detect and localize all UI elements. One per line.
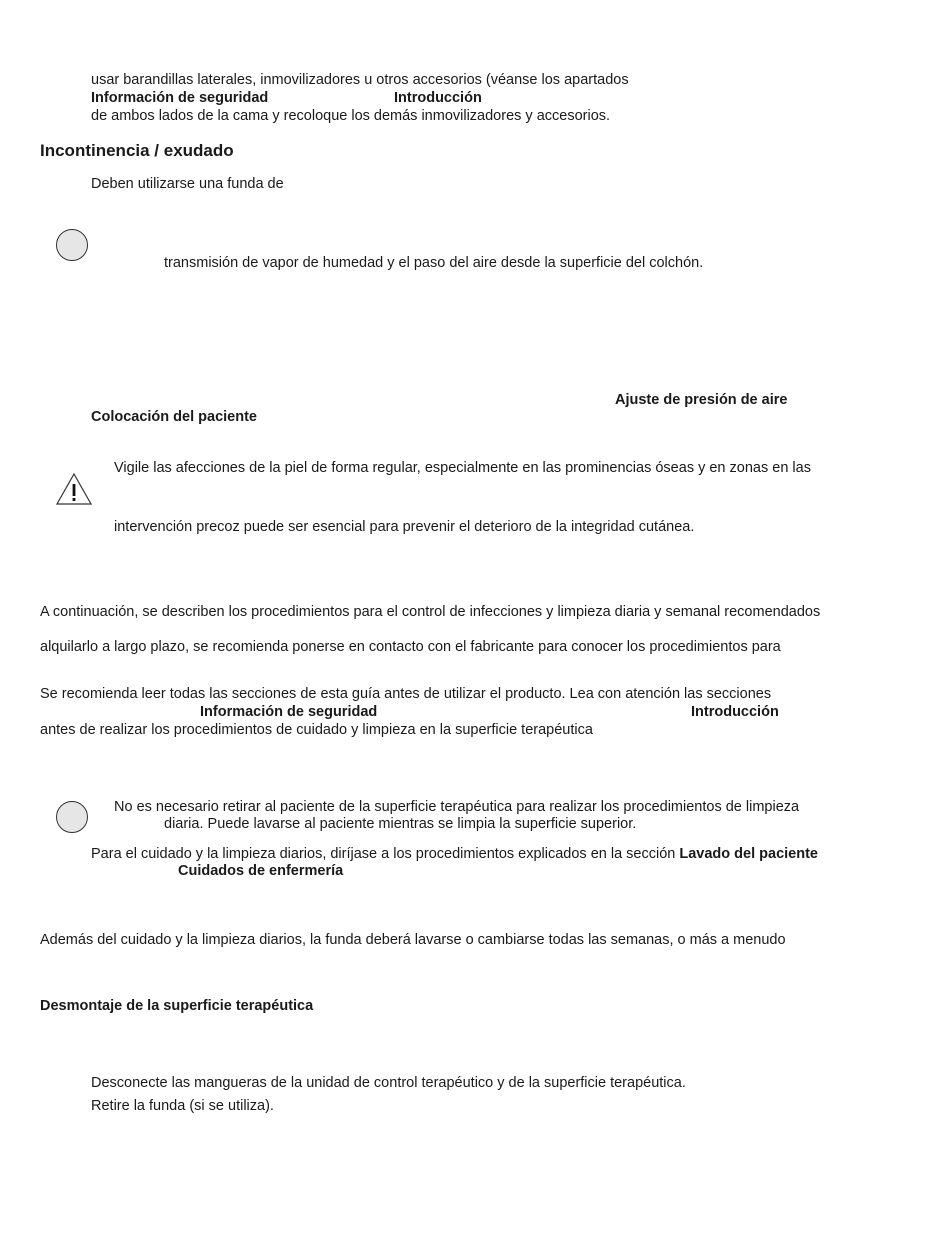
note-icon <box>56 229 88 261</box>
procedures-line-5: antes de realizar los procedimientos de cuidado y limpieza en la superficie terapéutica <box>40 722 593 738</box>
ref-nursing-care: Cuidados de enfermería <box>178 863 344 879</box>
procedures-line-1: A continuación, se describen los procedimientos para el control de infecciones y limpieza diaria y semanal recomendados <box>40 604 821 620</box>
warning-icon <box>55 472 93 506</box>
procedures-line-3: Se recomienda leer todas las secciones de esta guía antes de utilizar el producto. Lea con atención las secciones <box>40 686 772 702</box>
daily-note-line-2: diaria. Puede lavarse al paciente mientras se limpia la superficie superior. <box>164 816 637 832</box>
ref-introduction: Introducción <box>394 90 482 106</box>
procedures-line-2: alquilarlo a largo plazo, se recomienda ponerse en contacto con el fabricante para conocer los procedimientos para <box>40 639 781 655</box>
incontinence-heading: Incontinencia / exudado <box>40 141 234 160</box>
removal-step-2: Retire la funda (si se utiliza). <box>91 1098 274 1114</box>
weekly-line-1: Además del cuidado y la limpieza diarios, la funda deberá lavarse o cambiarse todas las semanas, o más a menudo <box>40 932 786 948</box>
ref-introduction-2: Introducción <box>691 704 779 720</box>
ref-safety-info: Información de seguridad <box>91 90 269 106</box>
removal-heading: Desmontaje de la superficie terapéutica <box>40 998 314 1014</box>
ref-patient-wash: Lavado del paciente <box>679 846 818 862</box>
warning-line-1: Vigile las afecciones de la piel de forma regular, especialmente en las prominencias óseas y en zonas en las <box>114 460 811 476</box>
ref-patient-position: Colocación del paciente <box>91 409 257 425</box>
incontinence-line-1: Deben utilizarse una funda de <box>91 176 284 192</box>
daily-care-line <box>91 845 818 863</box>
daily-note-line-1: No es necesario retirar al paciente de la superficie terapéutica para realizar los procedimientos de limpieza <box>114 799 800 815</box>
ref-safety-info-2: Información de seguridad <box>200 704 378 720</box>
warning-line-2: intervención precoz puede ser esencial para prevenir el deterioro de la integridad cutánea. <box>114 519 695 535</box>
intro-line-1: usar barandillas laterales, inmovilizadores u otros accesorios (véanse los apartados <box>91 72 629 88</box>
removal-step-1: Desconecte las mangueras de la unidad de control terapéutico y de la superficie terapéutica. <box>91 1075 686 1091</box>
daily-care-text: Para el cuidado y la limpieza diarios, diríjase a los procedimientos explicados en la sección <box>91 846 676 862</box>
note-text: transmisión de vapor de humedad y el paso del aire desde la superficie del colchón. <box>164 255 704 271</box>
intro-line-3: de ambos lados de la cama y recoloque los demás inmovilizadores y accesorios. <box>91 108 611 124</box>
note-icon-2 <box>56 801 88 833</box>
ref-air-pressure: Ajuste de presión de aire <box>615 392 788 408</box>
